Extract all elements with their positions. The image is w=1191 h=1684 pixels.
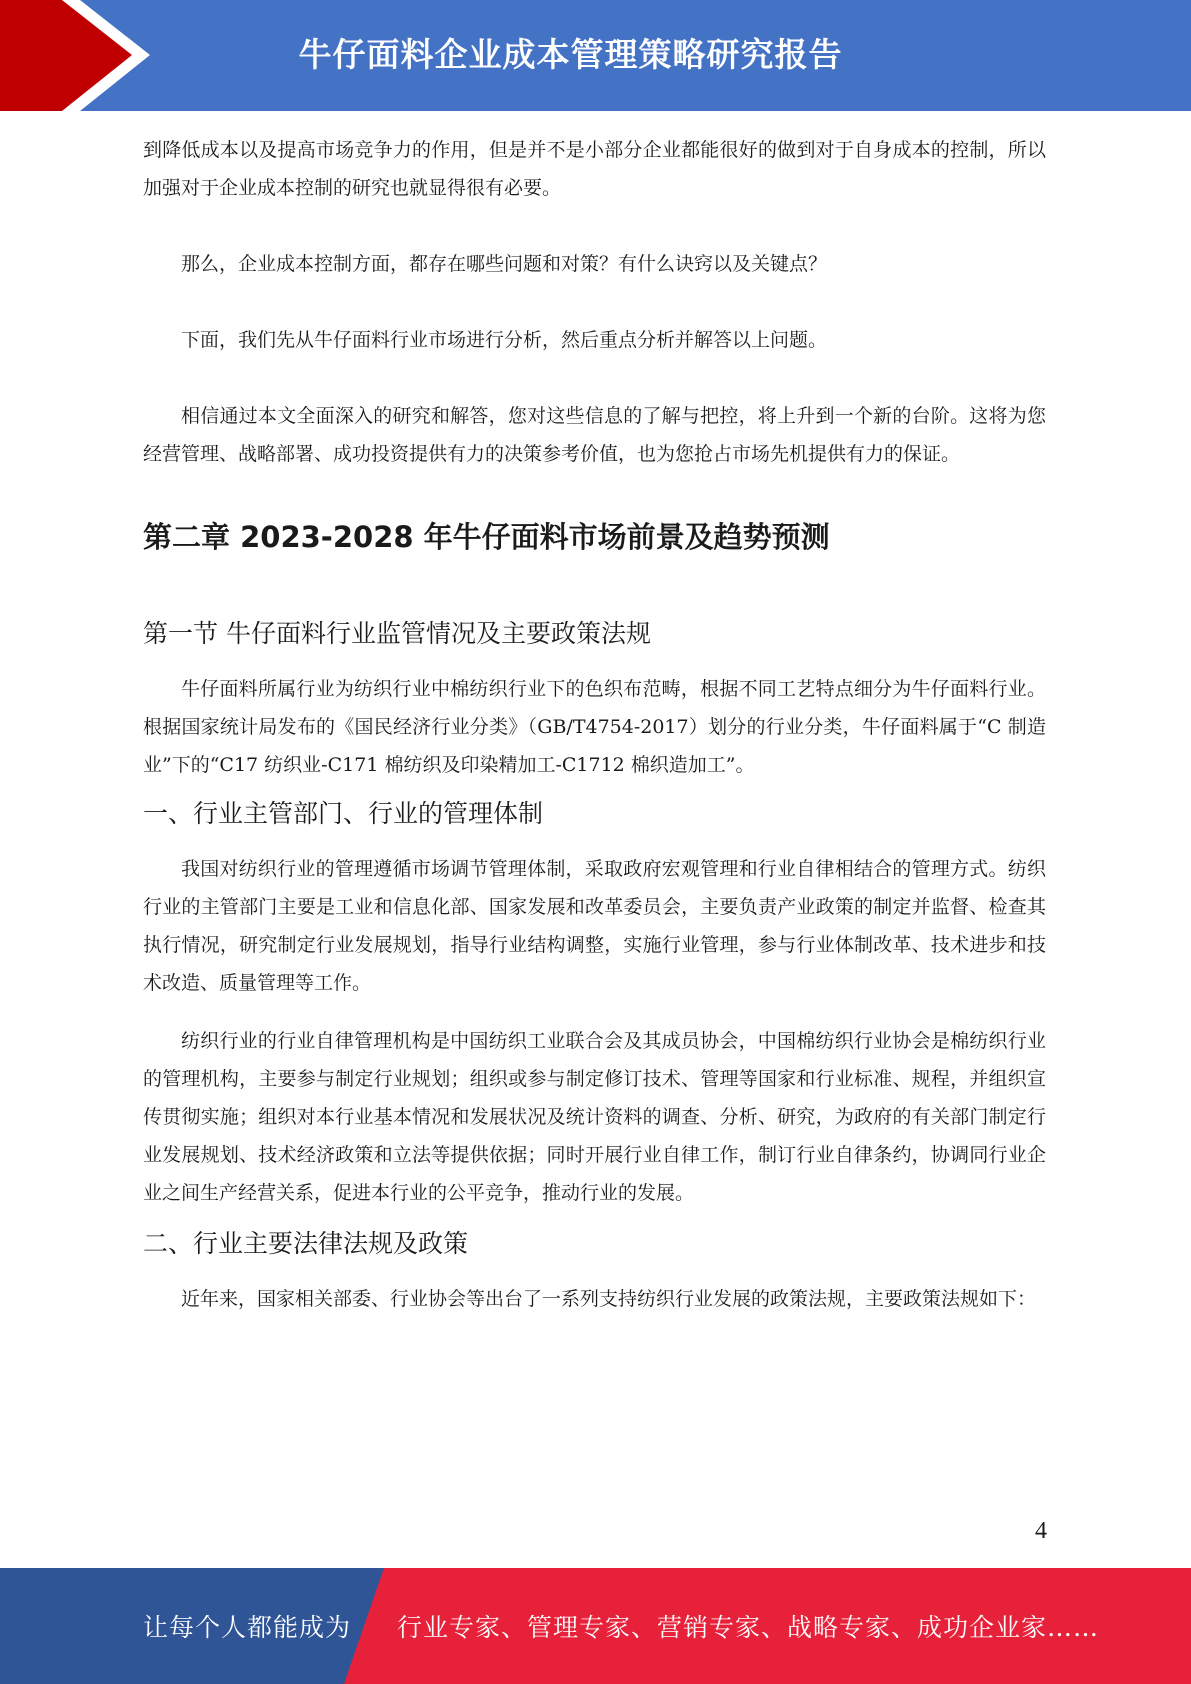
paragraph: 那么，企业成本控制方面，都存在哪些问题和对策？有什么诀窍以及关键点？ [181, 253, 828, 275]
page-footer [0, 1568, 1191, 1684]
paragraph: 纺织行业的行业自律管理机构是中国纺织工业联合会及其成员协会，中国棉纺织行业协会是棉纺织行业的管理机构，主要参与制定行业规划；组织或参与制定修订技术、管理等国家和行业标准、规程，并组织宣传贯彻实施；组织对本行业基本情况和发展状况及统计资料的调查、分析、研究，为政府的有关部门制定行业发展规划、技术经济政策和立法等提供依据；同时开展行业自律工作，制订行业自律条约，协调同行业企业之间生产经营关系，促进本行业的公平竞争，推动行业的发展。 [143, 1030, 1046, 1204]
paragraph: 我国对纺织行业的管理遵循市场调节管理体制，采取政府宏观管理和行业自律相结合的管理方式。纺织行业的主管部门主要是工业和信息化部、国家发展和改革委员会，主要负责产业政策的制定并监督、检查其执行情况，研究制定行业发展规划，指导行业结构调整，实施行业管理，参与行业体制改革、技术进步和技术改造、质量管理等工作。 [143, 858, 1046, 994]
footer-slogan-right: 行业专家、管理专家、营销专家、战略专家、成功企业家…… [397, 1613, 1100, 1642]
paragraph: 牛仔面料所属行业为纺织行业中棉纺织行业下的色织布范畴，根据不同工艺特点细分为牛仔面料行业。根据国家统计局发布的《国民经济行业分类》（GB/T4754-2017）划分的行业分类，牛仔面料属于“C 制造业”下的“C17 纺织业-C171 棉纺织及印染精加工-C1712 棉织造加工”。 [143, 678, 1046, 776]
chapter-heading: 第二章 2023-2028 年牛仔面料市场前景及趋势预测 [143, 520, 830, 554]
section-heading: 第一节 牛仔面料行业监管情况及主要政策法规 [143, 619, 651, 648]
footer-slogan-left: 让每个人都能成为 [143, 1613, 352, 1642]
report-title: 牛仔面料企业成本管理策略研究报告 [298, 34, 843, 74]
page-header [0, 0, 1191, 111]
subsection-heading: 一、行业主管部门、行业的管理体制 [143, 799, 544, 828]
paragraph: 下面，我们先从牛仔面料行业市场进行分析，然后重点分析并解答以上问题。 [181, 329, 828, 351]
header-red-arrow [0, 0, 147, 111]
subsection-heading: 二、行业主要法律法规及政策 [143, 1229, 469, 1258]
paragraph: 相信通过本文全面深入的研究和解答，您对这些信息的了解与把控，将上升到一个新的台阶。这将为您经营管理、战略部署、成功投资提供有力的决策参考价值，也为您抢占市场先机提供有力的保证。 [143, 405, 1046, 465]
page-number: 4 [1035, 1518, 1047, 1544]
paragraph: 近年来，国家相关部委、行业协会等出台了一系列支持纺织行业发展的政策法规，主要政策法规如下： [181, 1288, 1037, 1310]
document-body [143, 131, 1046, 1318]
paragraph: 到降低成本以及提高市场竞争力的作用，但是并不是小部分企业都能很好的做到对于自身成本的控制，所以加强对于企业成本控制的研究也就显得很有必要。 [143, 139, 1046, 199]
